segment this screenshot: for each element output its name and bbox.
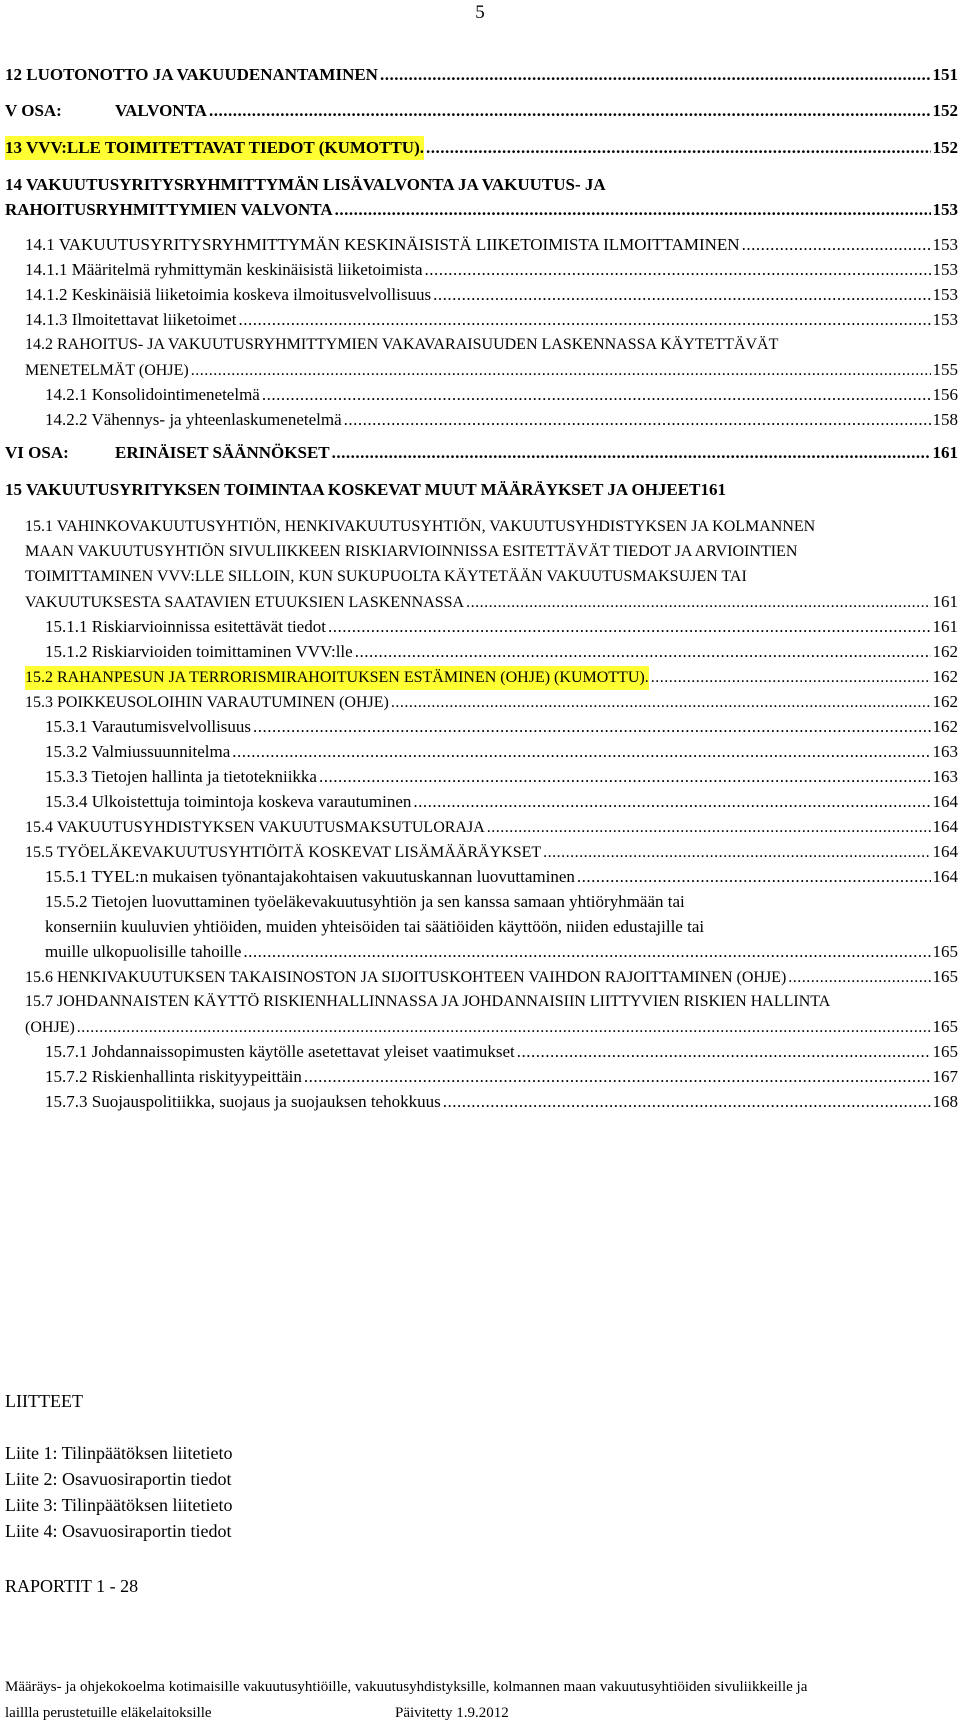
liite-item[interactable]: Liite 4: Osavuosiraportin tiedot bbox=[5, 1521, 232, 1541]
toc-part-label: VI OSA: bbox=[5, 443, 69, 462]
toc-page-ref: 153 bbox=[932, 260, 958, 279]
toc-leader-dots bbox=[426, 136, 931, 160]
toc-entry-14-1-1[interactable] bbox=[25, 258, 958, 282]
toc-page-ref: 162 bbox=[932, 717, 958, 736]
toc-entry-12[interactable] bbox=[5, 63, 958, 87]
toc-entry-title: 14.1.1 Määritelmä ryhmittymän keskinäisistä liiketoimista bbox=[25, 260, 423, 279]
toc-entry-title: 14.1 VAKUUTUSYRITYSRYHMITTYMÄN KESKINÄISISTÄ LIIKETOIMISTA ILMOITTAMINEN bbox=[25, 235, 740, 254]
toc-page-ref: 153 bbox=[932, 235, 958, 254]
toc-entry-title: 15.5 TYÖELÄKEVAKUUTUSYHTIÖITÄ KOSKEVAT LISÄMÄÄRÄYKSET bbox=[25, 844, 542, 861]
toc-page-ref: 158 bbox=[932, 410, 958, 429]
toc-entry-15-1-line1[interactable]: 15.1 VAHINKOVAKUUTUSYHTIÖN, HENKIVAKUUTUSYHTIÖN, VAKUUTUSYHDISTYKSEN JA KOLMANNEN bbox=[25, 518, 816, 535]
toc-leader-dots bbox=[543, 841, 930, 865]
toc-leader-dots bbox=[742, 233, 931, 257]
toc-leader-dots bbox=[319, 765, 931, 789]
toc-page-ref: 152 bbox=[932, 101, 958, 120]
toc-entry-14-1-2[interactable] bbox=[25, 283, 958, 307]
toc-entry-14-line1[interactable]: 14 VAKUUTUSYRITYSRYHMITTYMÄN LISÄVALVONTA JA VAKUUTUS- JA bbox=[5, 175, 606, 194]
footer-updated: Päivitetty 1.9.2012 bbox=[395, 1705, 509, 1721]
toc-entry-v-osa[interactable] bbox=[5, 99, 958, 123]
toc-leader-dots bbox=[391, 691, 931, 715]
toc-page-ref: 164 bbox=[932, 817, 958, 836]
toc-leader-dots bbox=[380, 63, 931, 87]
toc-page-ref: 153 bbox=[932, 200, 958, 219]
toc-entry-14-1[interactable] bbox=[25, 233, 958, 257]
toc-page-ref: 164 bbox=[932, 792, 958, 811]
toc-entry-title: 15.7.1 Johdannaissopimusten käytölle asetettavat yleiset vaatimukset bbox=[45, 1042, 515, 1061]
toc-page-ref: 167 bbox=[932, 1067, 958, 1086]
toc-entry-15-7-2[interactable] bbox=[45, 1065, 958, 1089]
toc-entry-15-7-3[interactable] bbox=[45, 1090, 958, 1114]
toc-entry-15-6[interactable] bbox=[25, 965, 958, 990]
toc-leader-dots bbox=[577, 865, 931, 889]
toc-entry-15-3-4[interactable] bbox=[45, 790, 958, 814]
toc-entry-15-5-2-line1[interactable]: 15.5.2 Tietojen luovuttaminen työeläkevakuutusyhtiön ja sen kanssa samaan yhtiöryhmään tai bbox=[45, 892, 685, 911]
toc-leader-dots bbox=[355, 640, 931, 664]
toc-entry-title: 15.5.1 TYEL:n mukaisen työnantajakohtaisen vakuutuskannan luovuttaminen bbox=[45, 867, 575, 886]
toc-page-ref: 162 bbox=[932, 692, 958, 711]
toc-leader-dots bbox=[487, 816, 931, 840]
toc-entry-15-7-line1[interactable]: 15.7 JOHDANNAISTEN KÄYTTÖ RISKIENHALLINNASSA JA JOHDANNAISIIN LIITTYVIEN RISKIEN HALLINTA bbox=[25, 993, 831, 1010]
toc-leader-dots bbox=[77, 1016, 931, 1040]
toc-leader-dots bbox=[191, 359, 931, 383]
toc-page-ref: 168 bbox=[932, 1092, 958, 1111]
toc-entry-title: 15.2 RAHANPESUN JA TERRORISMIRAHOITUKSEN ESTÄMINEN (OHJE) (KUMOTTU). bbox=[25, 666, 649, 690]
toc-entry-15-5-1[interactable] bbox=[45, 865, 958, 889]
toc-entry-13[interactable] bbox=[5, 136, 958, 160]
toc-page-ref: 165 bbox=[932, 1042, 958, 1061]
toc-entry-15-5-2-line2[interactable]: konserniin kuuluvien yhtiöiden, muiden yhteisöiden tai säätiöiden käyttöön, niiden edustajille tai bbox=[45, 917, 705, 936]
toc-page-ref: 164 bbox=[932, 842, 958, 861]
toc-leader-dots bbox=[651, 666, 931, 690]
toc-leader-dots bbox=[262, 383, 931, 407]
toc-entry-title: 15.3.3 Tietojen hallinta ja tietotekniikka bbox=[45, 767, 317, 786]
toc-entry-title: muille ulkopuolisille tahoille bbox=[45, 942, 242, 961]
toc-entry-15-1-line3[interactable]: TOIMITTAMINEN VVV:LLE SILLOIN, KUN SUKUPUOLTA KÄYTETÄÄN VAKUUTUSMAKSUJEN TAI bbox=[25, 568, 747, 585]
toc-entry-15-3-3[interactable] bbox=[45, 765, 958, 789]
toc-entry-title: RAHOITUSRYHMITTYMIEN VALVONTA bbox=[5, 200, 333, 219]
toc-entry-title: 15.6 HENKIVAKUUTUKSEN TAKAISINOSTON JA SIJOITUSKOHTEEN VAIHDON RAJOITTAMINEN (OHJE) bbox=[25, 969, 787, 986]
toc-entry-title: 15.4 VAKUUTUSYHDISTYKSEN VAKUUTUSMAKSUTULORAJA bbox=[25, 819, 485, 836]
toc-entry-15-3-1[interactable] bbox=[45, 715, 958, 739]
toc-entry-title: 14.1.3 Ilmoitettavat liiketoimet bbox=[25, 310, 237, 329]
toc-entry-title: 15.3 POIKKEUSOLOIHIN VARAUTUMINEN (OHJE) bbox=[25, 694, 389, 711]
toc-entry-15-3-2[interactable] bbox=[45, 740, 958, 764]
toc-page-ref: 153 bbox=[932, 310, 958, 329]
toc-entry-title: ERINÄISET SÄÄNNÖKSET bbox=[115, 443, 330, 462]
toc-leader-dots bbox=[425, 258, 931, 282]
toc-entry-15-5-2[interactable] bbox=[45, 940, 958, 964]
toc-entry-title: 15.1.2 Riskiarvioiden toimittaminen VVV:lle bbox=[45, 642, 353, 661]
toc-page-ref: 151 bbox=[932, 65, 958, 84]
toc-entry-15-1-line2[interactable]: MAAN VAKUUTUSYHTIÖN SIVULIIKKEEN RISKIARVIOINNISSA ESITETTÄVÄT TIEDOT JA ARVIOINTIEN bbox=[25, 543, 798, 560]
toc-entry-title: MENETELMÄT (OHJE) bbox=[25, 362, 189, 379]
liite-item[interactable]: Liite 3: Tilinpäätöksen liitetieto bbox=[5, 1495, 233, 1515]
toc-page-ref: 161 bbox=[932, 617, 958, 636]
toc-leader-dots bbox=[344, 408, 931, 432]
toc-entry-title: 12 LUOTONOTTO JA VAKUUDENANTAMINEN bbox=[5, 65, 378, 84]
toc-entry-15-1-2[interactable] bbox=[45, 640, 958, 664]
toc-entry-15-4[interactable] bbox=[25, 815, 958, 840]
toc-page-ref: 161 bbox=[700, 480, 726, 499]
toc-leader-dots bbox=[466, 591, 930, 615]
toc-entry-title: 15.3.2 Valmiussuunnitelma bbox=[45, 742, 231, 761]
toc-leader-dots bbox=[788, 966, 930, 990]
toc-entry-title: 15.1.1 Riskiarvioinnissa esitettävät tiedot bbox=[45, 617, 326, 636]
toc-leader-dots bbox=[335, 198, 931, 222]
toc-leader-dots bbox=[328, 615, 931, 639]
toc-entry-14-2[interactable] bbox=[25, 358, 958, 383]
raportit-label[interactable]: RAPORTIT 1 - 28 bbox=[5, 1576, 139, 1596]
liite-item[interactable]: Liite 1: Tilinpäätöksen liitetieto bbox=[5, 1443, 233, 1463]
toc-leader-dots bbox=[239, 308, 931, 332]
toc-leader-dots bbox=[304, 1065, 931, 1089]
toc-part-label: V OSA: bbox=[5, 101, 62, 120]
liite-item[interactable]: Liite 2: Osavuosiraportin tiedot bbox=[5, 1469, 232, 1489]
page-number: 5 bbox=[475, 2, 485, 23]
toc-entry-15-1-1[interactable] bbox=[45, 615, 958, 639]
toc-leader-dots bbox=[433, 283, 930, 307]
toc-entry-15-1[interactable] bbox=[25, 590, 958, 615]
toc-entry-15-7-1[interactable] bbox=[45, 1040, 958, 1064]
toc-entry-title: (OHJE) bbox=[25, 1019, 75, 1036]
footer-line2-left: laillla perustetuille eläkelaitoksille bbox=[5, 1705, 212, 1721]
toc-entry-title: 13 VVV:LLE TOIMITETTAVAT TIEDOT (KUMOTTU). bbox=[5, 136, 424, 160]
toc-leader-dots bbox=[332, 441, 931, 465]
toc-entry-15-5[interactable] bbox=[25, 840, 958, 865]
toc-entry-title: 14.1.2 Keskinäisiä liiketoimia koskeva ilmoitusvelvollisuus bbox=[25, 285, 432, 304]
footer-line1: Määräys- ja ohjekokoelma kotimaisille vakuutusyhtiöille, vakuutusyhdistyksille, kolmannen maan vakuutusyhtiöiden sivuliikkeille ja bbox=[5, 1679, 808, 1695]
toc-entry-title: 15 VAKUUTUSYRITYKSEN TOIMINTAA KOSKEVAT MUUT MÄÄRÄYKSET JA OHJEET bbox=[5, 480, 701, 499]
toc-page-ref: 152 bbox=[932, 138, 958, 157]
toc-entry-14[interactable] bbox=[5, 198, 958, 222]
toc-page-ref: 153 bbox=[932, 285, 958, 304]
toc-entry-title: 15.7.3 Suojauspolitiikka, suojaus ja suojauksen tehokkuus bbox=[45, 1092, 441, 1111]
toc-page-ref: 161 bbox=[932, 592, 958, 611]
toc-entry-14-2-1[interactable] bbox=[45, 383, 958, 407]
toc-leader-dots bbox=[232, 740, 930, 764]
toc-leader-dots bbox=[243, 940, 930, 964]
toc-page-ref: 163 bbox=[932, 742, 958, 761]
toc-page-ref: 165 bbox=[932, 1017, 958, 1036]
toc-leader-dots bbox=[517, 1040, 931, 1064]
toc-page-ref: 165 bbox=[932, 942, 958, 961]
toc-entry-15[interactable] bbox=[5, 478, 958, 502]
toc-page-ref: 161 bbox=[932, 443, 958, 462]
toc-entry-title: 14.2.1 Konsolidointimenetelmä bbox=[45, 385, 260, 404]
toc-leader-dots bbox=[209, 99, 931, 123]
toc-page-ref: 155 bbox=[932, 360, 958, 379]
toc-page-ref: 164 bbox=[932, 867, 958, 886]
toc-entry-14-1-3[interactable] bbox=[25, 308, 958, 332]
toc-page-ref: 162 bbox=[932, 667, 958, 686]
toc-leader-dots bbox=[253, 715, 930, 739]
toc-entry-title: 15.3.1 Varautumisvelvollisuus bbox=[45, 717, 252, 736]
toc-entry-15-3[interactable] bbox=[25, 690, 958, 715]
toc-entry-15-7[interactable] bbox=[25, 1015, 958, 1040]
toc-leader-dots bbox=[443, 1090, 931, 1114]
toc-entry-14-2-2[interactable] bbox=[45, 408, 958, 432]
toc-entry-title: VAKUUTUKSESTA SAATAVIEN ETUUKSIEN LASKENNASSA bbox=[25, 594, 465, 611]
toc-entry-title: VALVONTA bbox=[115, 101, 207, 120]
toc-entry-14-2-line1[interactable]: 14.2 RAHOITUS- JA VAKUUTUSRYHMITTYMIEN VAKAVARAISUUDEN LASKENNASSA KÄYTETTÄVÄT bbox=[25, 336, 779, 353]
toc-entry-15-2[interactable] bbox=[25, 665, 958, 690]
toc-page-ref: 165 bbox=[932, 967, 958, 986]
toc-page-ref: 156 bbox=[932, 385, 958, 404]
toc-page-ref: 163 bbox=[932, 767, 958, 786]
toc-entry-vi-osa[interactable] bbox=[5, 441, 958, 465]
toc-page-ref: 162 bbox=[932, 642, 958, 661]
toc-entry-title: 15.3.4 Ulkoistettuja toimintoja koskeva varautuminen bbox=[45, 792, 412, 811]
toc-entry-title: 14.2.2 Vähennys- ja yhteenlaskumenetelmä bbox=[45, 410, 342, 429]
toc-leader-dots bbox=[413, 790, 930, 814]
toc-entry-title: 15.7.2 Riskienhallinta riskityypeittäin bbox=[45, 1067, 302, 1086]
liitteet-heading: LIITTEET bbox=[5, 1391, 83, 1411]
